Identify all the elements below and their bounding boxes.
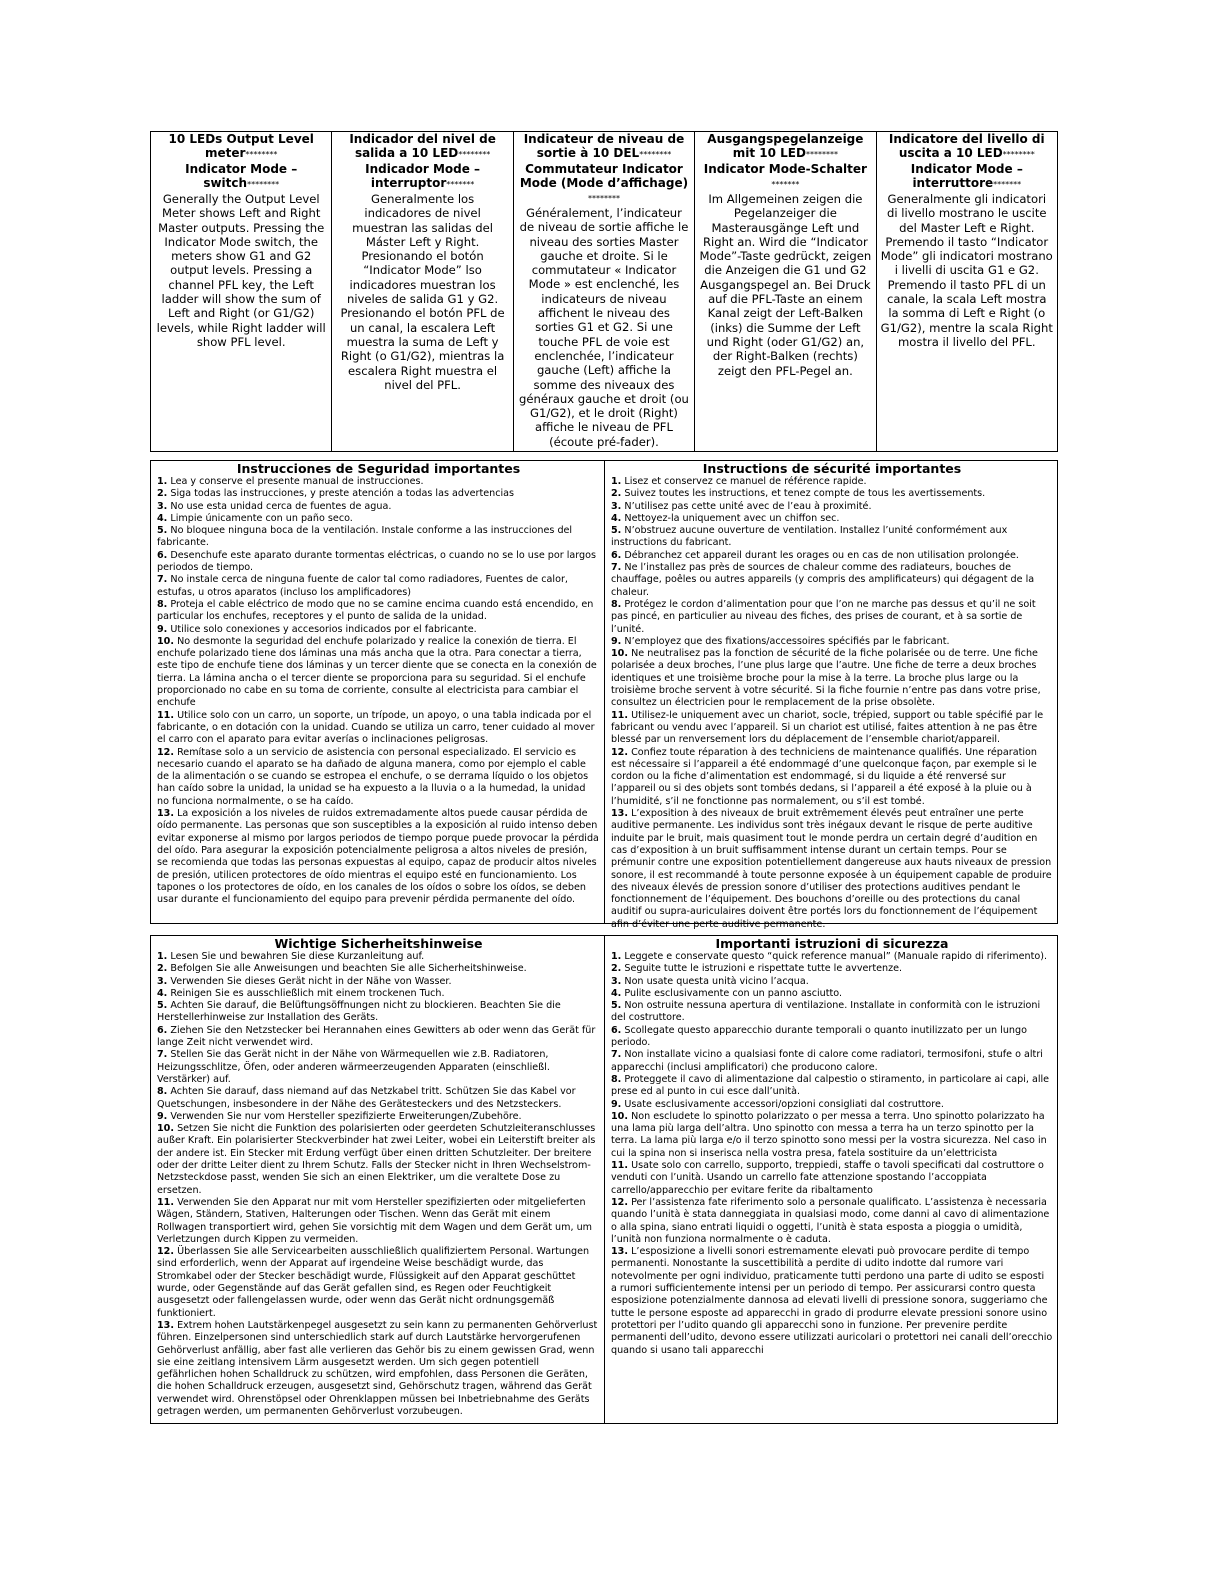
cell-body: Im Allgemeinen zeigen die Pegelanzeiger die Masterausgänge Left und Right an. Wird die “Indicator Mode”-Taste gedrückt, zeigen die Anzeigen die G1 und G2 Ausgangspegel an. Bei Druck auf die PFL-Taste an einem Kanal zeigt der Left-Balken (inks) die Summe der Left und Right (oder G1/G2) an, der Right-Balken (rechts) zeigt den PFL-Pegel an. [699,192,872,378]
indicator-mode-row [151,132,1058,452]
cell-body: Generalmente los indicadores de nivel muestran las salidas del Máster Left y Right. Presionando el botón “Indicator Mode” lso indicadores muestran los niveles de salida G1 y G2. Presionando el botón PFL de un canal, la escalera Left muestra la suma de Left y Right (o G1/G2), mientras la escalera Right muestra el nivel del PFL. [340,192,505,392]
list-item [157,1123,600,1197]
item-number: 1. [611,951,622,962]
heading-line: sortie à 10 DEL [536,146,640,160]
heading-line: Indicatore del livello di [888,132,1045,146]
safety-row-de-it [150,935,1058,1424]
item-text: Confiez toute réparation à des techniciens de maintenance qualifiés. Une réparation est nécessaire si l’appareil a été endommagé d’une quelconque façon, par exemple si le cordon ou la fiche d’alimentation est endommagé, si du liquide a été renversé sur l’appareil ou si des objets sont tombés dedans, si l’appareil a été exposé à la pluie ou à l’humidité, s’il ne fonctionne pas normalement, ou s’il est tombé. [611,746,1037,807]
item-number: 12. [611,1196,628,1208]
list-item [611,1160,1053,1197]
item-text: No desmonte la seguridad del enchufe polarizado y realice la conexión de tierra. El enchufe polarizado tiene dos láminas una más ancha que la otra. Para conectar a tierra, este tipo de enchufe tiene dos láminas y un tercer diente que se conecta en la conexión de tierra. La lámina ancha o el tercer diente se proporciona para su seguridad. Si el enchufe proporcionado no cabe en su toma de corriente, consulte al electricista para cambiar el enchufe [157,635,597,709]
list-item [157,574,600,599]
list-item [157,624,600,636]
item-text: Pulite esclusivamente con un panno asciutto. [624,987,843,999]
mode-line: switch [203,176,248,190]
item-text: Reinigen Sie es ausschließlich mit einem trockenen Tuch. [170,987,445,999]
list-item [611,951,1053,963]
mode-line: Indicador Mode – [365,162,481,176]
list-item [611,747,1053,808]
item-text: Protégez le cordon d’alimentation pour que l’on ne marche pas dessus et qu’il ne soit pas pincé, en particulier au niveau des fiches, des prises de courant, et à sa sortie de l’unité. [611,598,1036,635]
item-number: 2. [157,963,168,975]
item-number: 9. [611,1098,622,1110]
item-number: 7. [157,574,168,586]
mode-line: Indicator Mode-Schalter [703,162,867,176]
indicator-mode-table [150,131,1058,452]
item-number: 13. [611,1246,628,1258]
asterisks: ******** [1002,150,1035,159]
item-text: Utilice solo con un carro, un soporte, un trípode, un apoyo, o una tabla indicada por el fabricante, o en dotación con la unidad. Cuando se utiliza un carro, tener cuidado al mover el carro con el aparato para evitar averías o inclinaciones peligrosas. [157,709,595,746]
item-number: 13. [611,808,628,820]
item-number: 3. [157,500,168,512]
item-text: Remítase solo a un servicio de asistencia con personal especializado. El servicio es necesario cuando el aparato se ha dañado de alguna manera, como por ejemplo el cable de la alimentación o se cuando se estropea el enchufe, o se derrama líquido o los objetos han caído sobre la unidad, la unidad se ha expuesto a la lluvia o a la humedad, la unidad no funciona normalmente, o se ha caído. [157,746,589,807]
list-item [157,951,600,963]
item-number: 1. [157,476,168,487]
item-number: 4. [157,987,168,999]
item-text: Usate esclusivamente accessori/opzioni consigliati dal costruttore. [624,1098,944,1110]
list-item [157,1246,600,1320]
item-text: Setzen Sie nicht die Funktion des polarisierten oder geerdeten Schutzleiteranschlusses außer Kraft. Ein polarisierter Steckverbinder hat zwei Leiter, wobei ein Leiterstift breiter als der andere ist. Ein Stecker mit Erdung verfügt über einen dritten Schutzleiter. Der breitere oder der dritte Leiter dient zu Ihrem Schutz. Falls der Stecker nicht in Ihren Wechselstrom-Netzsteckdose passt, wenden Sie sich an einen Elektriker, um die veraltete Dose zu ersetzen. [157,1123,596,1196]
list-item [157,501,600,513]
list-item [611,710,1053,747]
item-text: Usate solo con carrello, supporto, treppiedi, staffe o tavoli specificati dal costruttore o venduti con l’unità. Usando un carrello fate attenzione spostando l’accoppiata carrello/apparecchio per evitare ferite da ribaltamento [611,1160,1044,1196]
heading-line: Indicador del nivel de [349,132,496,146]
list-item [611,1025,1053,1050]
item-number: 4. [157,512,168,524]
item-text: Suivez toutes les instructions, et tenez compte de tous les avertissements. [624,488,986,500]
list-item [157,476,600,488]
item-text: Ne l’installez pas près de sources de chaleur comme des radiateurs, bouches de chauffage, poêles ou autres appareils (y compris des amplificateurs) qui dégagent de la chaleur. [611,562,1035,598]
list-item [611,525,1053,550]
item-number: 2. [157,488,168,500]
item-number: 9. [611,635,622,647]
item-number: 11. [611,709,628,721]
item-number: 5. [157,1000,168,1012]
item-number: 7. [157,1049,168,1061]
item-number: 6. [157,1024,168,1036]
list-item [157,963,600,975]
list-item [157,1111,600,1123]
cell-heading [155,132,327,192]
item-text: Leggete e conservate questo “quick reference manual” (Manuale rapido di riferimento). [624,951,1048,962]
list-item [611,1000,1053,1025]
mode-line: Commutateur Indicator [525,162,683,176]
item-text: Seguite tutte le istruzioni e rispettate tutte le avvertenze. [624,963,903,975]
list-item [611,1099,1053,1111]
asterisks: ******* [446,180,475,189]
item-text: Überlassen Sie alle Servicearbeiten ausschließlich qualifiziertem Personal. Wartungen sind erforderlich, wenn der Apparat auf irgendeine Weise beschädigt wurde, das Stromkabel oder der Stecker beschädigt wurde, Flüssigkeit auf den Apparat geschüttet wurde, oder Gegenstände auf das Gerät gefallen sind, es Regen oder Feuchtigkeit ausgesetzt oder fallengelassen wurde, oder wenn das Gerät nicht ordnungsgemäß funktioniert. [157,1246,590,1319]
item-text: N’employez que des fixations/accessoires spécifiés par le fabricant. [624,635,950,647]
safety-row-es-fr [150,460,1058,930]
item-number: 12. [157,1246,174,1258]
item-number: 6. [611,1024,622,1036]
item-text: Lisez et conservez ce manuel de référence rapide. [624,476,867,487]
safety-list [611,476,1053,931]
indicator-cell-fr [513,132,694,452]
list-item [611,550,1053,562]
item-text: Non usate questa unità vicino l’acqua. [624,975,809,987]
item-number: 2. [611,488,622,500]
list-item [611,976,1053,988]
list-item [157,1197,600,1246]
asterisks: ******** [247,180,280,189]
item-number: 5. [157,525,168,537]
item-number: 5. [611,525,622,537]
item-number: 10. [157,635,174,647]
list-item [157,808,600,906]
list-item [157,710,600,747]
list-item [157,1320,600,1418]
item-text: Non escludete lo spinotto polarizzato o per messa a terra. Uno spinotto polarizzato ha una lama più larga dell’altra. Uno spinotto con messa a terra ha un terzo spinotto per la terra. La lama più larga e/o il terzo spinotto sono messi per la vostra sicurezza. Nel caso in cui la spina non si inserisca nella vostra presa, fatela sostituire da un’elettricista [611,1110,1047,1159]
item-text: Proteja el cable eléctrico de modo que no se camine encima cuando está encendido, en particular los enchufes, receptores y el punto de salida de la unidad. [157,598,594,623]
item-text: Verwenden Sie nur vom Hersteller spezifizierte Erweiterungen/Zubehöre. [170,1110,522,1122]
heading-line: 10 LEDs Output Level [168,132,314,146]
item-number: 8. [157,1086,168,1098]
item-text: Ne neutralisez pas la fonction de sécurité de la fiche polarisée ou de terre. Une fiche polarisée a deux broches, l’une plus large que l’autre. Une fiche de terre a deux broches identiques et une troisième broche pour la mise à la terre. La broche plus large ou la troisième broche servent à votre sécurité. Si la fiche fournie n’entre pas dans votre prise, consultez un électricien pour le remplacement de la prise obsolète. [611,648,1041,709]
item-number: 3. [157,975,168,987]
asterisks: ******** [245,150,278,159]
mode-line: Indicator Mode – [910,162,1023,176]
item-text: No use esta unidad cerca de fuentes de agua. [170,500,392,512]
item-number: 1. [611,476,622,487]
list-item [611,648,1053,709]
heading-line: salida a 10 LED [354,146,459,160]
item-number: 12. [611,746,628,758]
mode-line: Indicator Mode – [185,162,298,176]
item-number: 12. [157,746,174,758]
item-text: La exposición a los niveles de ruidos extremadamente altos puede causar pérdida de oído permanente. Las personas que son susceptibles a la exposición al ruido intenso deben evitar exponerse al mismo por largos periodos de tiempo porque puede provocar la pérdida del oído. Para asegurar la exposición potencialmente peligrosa a altos niveles de presión, se recomienda que todas las personas expuestas al equipo, capaz de producir altos niveles de presión, utilicen protectores de oído mientras el equipo esté en funcionamiento. Los tapones o los protectores de oído, en los canales de los oídos o sobre los oídos, se deben usar durante el funcionamiento del equipo para prevenir pérdida permanente del oído. [157,808,599,906]
list-item [611,599,1053,636]
section-title: Importanti istruzioni di sicurezza [715,936,949,951]
item-number: 2. [611,963,622,975]
item-text: Siga todas las instrucciones, y preste atención a todas las advertencias [170,488,515,500]
cell-heading [518,132,690,206]
list-item [611,1197,1053,1246]
safety-list [611,951,1053,1357]
list-item [157,747,600,808]
safety-section-fr [604,461,1057,930]
cell-heading [699,132,871,192]
item-text: No bloquee ninguna boca de la ventilación. Instale conforme a las instrucciones del fabricante. [157,525,573,549]
item-text: Non installate vicino a qualsiasi fonte di calore come radiatori, termosifoni, stufe o altri apparecchi (inclusi amplificatori) che producono calore. [611,1049,1043,1073]
list-item [611,562,1053,599]
item-text: Extrem hohen Lautstärkenpegel ausgesetzt zu sein kann zu permanenten Gehörverlust führen. Einzelpersonen sind unterschiedlich stark auf durch Lautstärke hervorgerufenen Gehörverlust anfällig, aber fast alle verlieren das Gehör bis zu einem gewissen Grad, wenn sie eine zeitlang intensivem Lärm ausgesetzt werden. Um sich gegen potentiell gefährlichen hohen Schalldruck zu schützen, wird empfohlen, dass Personen die Geräten, die hohen Schalldruck erzeugen, ausgesetzt sind, Gehörschutz tragen, während das Gerät verwendet wird. Ohrenstöpsel oder Ohrenklappen müssen bei Inbetriebnahme des Geräts getragen werden, um permanenten Gehörverlust vorzubeugen. [157,1319,598,1417]
list-item [611,513,1053,525]
list-item [157,1000,600,1025]
cell-heading [881,132,1053,192]
mode-line: interruptor [370,176,447,190]
item-number: 5. [611,1000,622,1012]
item-text: L’esposizione a livelli sonori estremamente elevati può provocare perdite di tempo permanenti. Nonostante la suscettibilità a perdite di udito indotte dal rumore vari notevolmente per ogni individuo, praticamente tutti perdono una parte di udito se esposti a rumori sufficientemente intensi per un periodo di tempo. Per assicurarsi contro questa esposizione potenzialmente dannosa ad elevati livelli di pressione sonora, suggeriamo che tutte le persone esposte ad apparecchi in grado di produrre elevate pressioni sonore usino protettori per l’udito quando gli apparecchi sono in funzione. Per prevenire perdite permanenti dell’udito, devono essere utilizzati auricolari o protettori nei canali dell’orecchio quando si usano tali apparecchi [611,1246,1053,1356]
asterisks: ******** [458,150,491,159]
item-number: 8. [611,1073,622,1085]
item-text: Utilisez-le uniquement avec un chariot, socle, trépied, support ou table spécifié par le fabricant ou vendu avec l’appareil. Si un chariot est utilisé, faites attention à ne pas être blessé par un renversement lors du déplacement de l’ensemble chariot/appareil. [611,709,1044,746]
cell-body: Généralement, l’indicateur de niveau de sortie affiche le niveau des sorties Master gauche et droite. Si le commutateur « Indicator Mode » est enclenché, les indicateurs de niveau affichent le niveau des sorties G1 et G2. Si une touche PFL de voie est enclenchée, l’indicateur gauche (Left) affiche la somme des niveaux des généraux gauche et droit (ou G1/G2), et le droit (Right) affiche le niveau de PFL (écoute pré-fader). [519,206,689,449]
asterisks: ******** [805,150,838,159]
list-item [611,1111,1053,1160]
list-item [157,488,600,500]
item-text: Desenchufe este aparato durante tormentas eléctricas, o cuando no se lo use por largos periodos de tiempo. [157,549,597,574]
item-number: 3. [611,500,622,512]
item-text: Achten Sie darauf, dass niemand auf das Netzkabel tritt. Schützen Sie das Kabel vor Quetschungen, insbesondere in der Nähe des Gerätesteckers und des Netzsteckers. [157,1086,576,1110]
item-number: 11. [611,1160,628,1172]
item-text: Nettoyez-la uniquement avec un chiffon sec. [624,512,840,524]
list-item [157,525,600,550]
list-item [157,988,600,1000]
item-number: 4. [611,987,622,999]
list-item [157,636,600,710]
item-number: 10. [157,1123,174,1135]
list-item [611,501,1053,513]
item-text: Lesen Sie und bewahren Sie diese Kurzanleitung auf. [170,951,425,962]
item-number: 9. [157,623,168,635]
item-number: 6. [611,549,622,561]
item-text: Befolgen Sie alle Anweisungen und beachten Sie alle Sicherheitshinweise. [170,963,527,975]
list-item [611,488,1053,500]
item-number: 6. [157,549,168,561]
safety-section-de [151,936,604,1423]
item-number: 1. [157,951,168,962]
section-title: Instructions de sécurité importantes [702,461,962,476]
item-text: Ziehen Sie den Netzstecker bei Herannahen eines Gewitters ab oder wenn das Gerät für lange Zeit nicht verwendet wird. [157,1024,596,1049]
item-text: Proteggete il cavo di alimentazione dal calpestio o stiramento, in particolare ai capi, alle prese ed al punto in cui esce dall’unità. [611,1073,1050,1098]
item-number: 10. [611,1110,628,1122]
safety-list [157,951,600,1418]
heading-line: uscita a 10 LED [898,146,1003,160]
list-item [611,988,1053,1000]
cell-heading [336,132,508,192]
item-text: Stellen Sie das Gerät nicht in der Nähe von Wärmequellen wie z.B. Radiatoren, Heizungsschlitze, Öfen, oder anderen wärmeerzeugenden Apparaten (einschließl. Verstärker) auf. [157,1049,550,1085]
list-item [157,1025,600,1050]
list-item [611,963,1053,975]
item-number: 8. [611,598,622,610]
item-text: Limpie únicamente con un paño seco. [170,512,353,524]
safety-section-it [604,936,1057,1423]
list-item [157,513,600,525]
item-number: 13. [157,808,174,820]
item-number: 4. [611,512,622,524]
mode-line: interruttore [912,176,994,190]
asterisks: ******* [771,180,800,189]
item-number: 7. [611,1049,622,1061]
section-title: Wichtige Sicherheitshinweise [274,936,483,951]
asterisks: ******** [587,194,620,203]
item-number: 9. [157,1110,168,1122]
item-text: Verwenden Sie dieses Gerät nicht in der Nähe von Wasser. [170,975,452,987]
item-text: Achten Sie darauf, die Belüftungsöffnungen nicht zu blockieren. Beachten Sie die Herstellerhinweise zur Installation des Geräts. [157,1000,561,1024]
item-text: N’obstruez aucune ouverture de ventilation. Installez l’unité conformément aux instructions du fabricant. [611,525,1008,549]
indicator-cell-it [876,132,1057,452]
list-item [611,808,1053,931]
list-item [611,1074,1053,1099]
list-item [157,599,600,624]
list-item [611,476,1053,488]
heading-line: Ausgangspegelanzeige [707,132,864,146]
safety-section-es [151,461,604,923]
indicator-cell-es [332,132,513,452]
list-item [611,1246,1053,1357]
section-title: Instrucciones de Seguridad importantes [236,461,521,476]
item-number: 7. [611,562,622,574]
cell-body: Generally the Output Level Meter shows Left and Right Master outputs. Pressing the Indicator Mode switch, the meters show G1 and G2 output levels. Pressing a channel PFL key, the Left ladder will show the sum of Left and Right (or G1/G2) levels, while Right ladder will show PFL level. [156,192,326,349]
item-number: 11. [157,709,174,721]
list-item [611,1049,1053,1074]
heading-line: mit 10 LED [732,146,806,160]
heading-line: Indicateur de niveau de [523,132,685,146]
asterisks: ******** [639,150,672,159]
item-text: Utilice solo conexiones y accesorios indicados por el fabricante. [170,623,477,635]
safety-list [157,476,600,906]
item-text: Scollegate questo apparecchio durante temporali o quanto inutilizzato per un lungo periodo. [611,1024,1027,1049]
list-item [157,1086,600,1111]
list-item [157,1049,600,1086]
item-text: L’exposition à des niveaux de bruit extrêmement élevés peut entraîner une perte auditive permanente. Les individus sont très inégaux devant le risque de perte auditive induite par le bruit, mais quasiment tout le monde perdra un certain degré d’audition en cas d’exposition à un bruit suffisamment intense durant un certain temps. Pour se prémunir contre une exposition potentiellement dangereuse aux hauts niveaux de pression sonore, il est recommandé à toute personne exposée à un équipement capable de produire des niveaux élevés de pression sonore d’utiliser des protections auditives pendant le fonctionnement de l’équipement. Des bouchons d’oreille ou des protections du canal auditif ou supra-auriculaires doivent être portés lors du fonctionnement de l’équipement afin d’éviter une perte auditive permanente. [611,808,1052,930]
item-number: 10. [611,648,628,660]
list-item [157,550,600,575]
mode-line: Mode (Mode d’affichage) [519,176,689,190]
indicator-cell-en [151,132,332,452]
item-text: Verwenden Sie den Apparat nur mit vom Hersteller spezifizierten oder mitgelieferten Wägen, Ständern, Stativen, Halterungen oder Tischen. Wenn das Gerät mit einem Rollwagen transportiert wird, gehen Sie vorsichtig mit dem Wagen und dem Gerät um, um Verletzungen durch Kippen zu vermeiden. [157,1196,592,1245]
heading-line: meter [204,146,246,160]
item-text: Non ostruite nessuna apertura di ventilazione. Installate in conformità con le istruzioni del costruttore. [611,1000,1041,1024]
item-number: 3. [611,975,622,987]
item-number: 11. [157,1196,174,1208]
item-number: 8. [157,598,168,610]
asterisks: ******* [993,180,1022,189]
cell-body: Generalmente gli indicatori di livello mostrano le uscite del Master Left e Right. Premendo il tasto “Indicator Mode” gli indicatori mostrano i livelli di uscita G1 e G2. Premendo il tasto PFL di un canale, la scala Left mostra la somma di Left e Right (o G1/G2), mentre la scala Right mostra il livello del PFL. [880,192,1053,349]
indicator-cell-de [695,132,876,452]
item-text: No instale cerca de ninguna fuente de calor tal como radiadores, Fuentes de calor, estufas, u otros aparatos (incluso los amplificadores) [157,574,568,598]
list-item [611,636,1053,648]
item-text: N’utilisez pas cette unité avec de l’eau à proximité. [624,500,872,512]
item-text: Per l’assistenza fate riferimento solo a personale qualificato. L’assistenza è necessaria quando l’unità è stata danneggiata in qualsiasi modo, come danni al cavo di alimentazione o alla spina, siano entrati liquidi o oggetti, l’unità è stata esposta a pioggia o umidità, l’unità non funziona normalmente o è caduta. [611,1196,1050,1245]
item-text: Lea y conserve el presente manual de instrucciones. [170,476,424,487]
item-text: Débranchez cet appareil durant les orages ou en cas de non utilisation prolongée. [624,549,1019,561]
list-item [157,976,600,988]
item-number: 13. [157,1319,174,1331]
